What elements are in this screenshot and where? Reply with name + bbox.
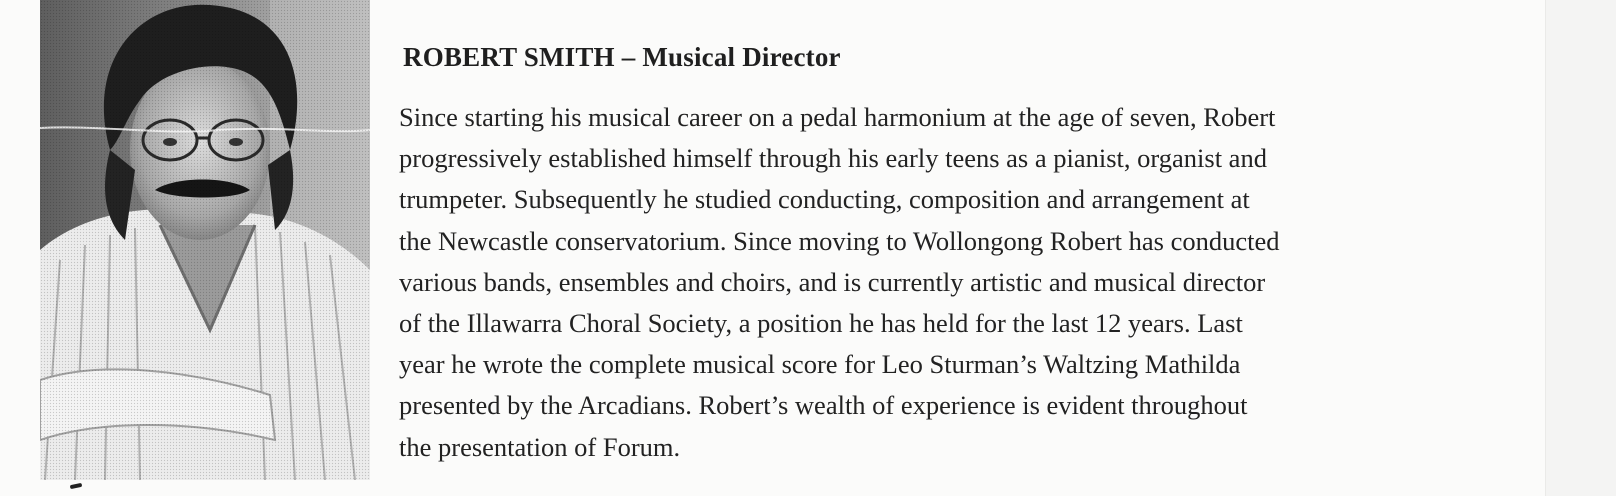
- bio-line: the Newcastle conservatorium. Since moving to Wollongong Robert has conducted: [399, 225, 1280, 256]
- bio-line: presented by the Arcadians. Robert’s wealth of experience is evident throughout: [399, 390, 1248, 421]
- bio-line: Since starting his musical career on a pedal harmonium at the age of seven, Robert: [399, 102, 1276, 132]
- stray-ink-mark: [70, 483, 83, 489]
- bio-line: year he wrote the complete musical score for Leo Sturman’s Waltzing Mathilda: [399, 349, 1241, 380]
- portrait-photo: [40, 0, 370, 480]
- bio-line: various bands, ensembles and choirs, and is currently artistic and musical director: [399, 266, 1266, 297]
- bio-line: the presentation of Forum.: [399, 431, 681, 462]
- bio-heading: ROBERT SMITH – Musical Director: [403, 42, 841, 72]
- bio-line: progressively established himself through his early teens as a pianist, organist and: [399, 143, 1267, 174]
- bio-paragraph: [399, 97, 1499, 468]
- bio-line: trumpeter. Subsequently he studied conducting, composition and arrangement at: [399, 184, 1250, 215]
- bio-line: of the Illawarra Choral Society, a position he has held for the last 12 years. Last: [399, 308, 1243, 339]
- page-edge-shadow: [1545, 0, 1616, 496]
